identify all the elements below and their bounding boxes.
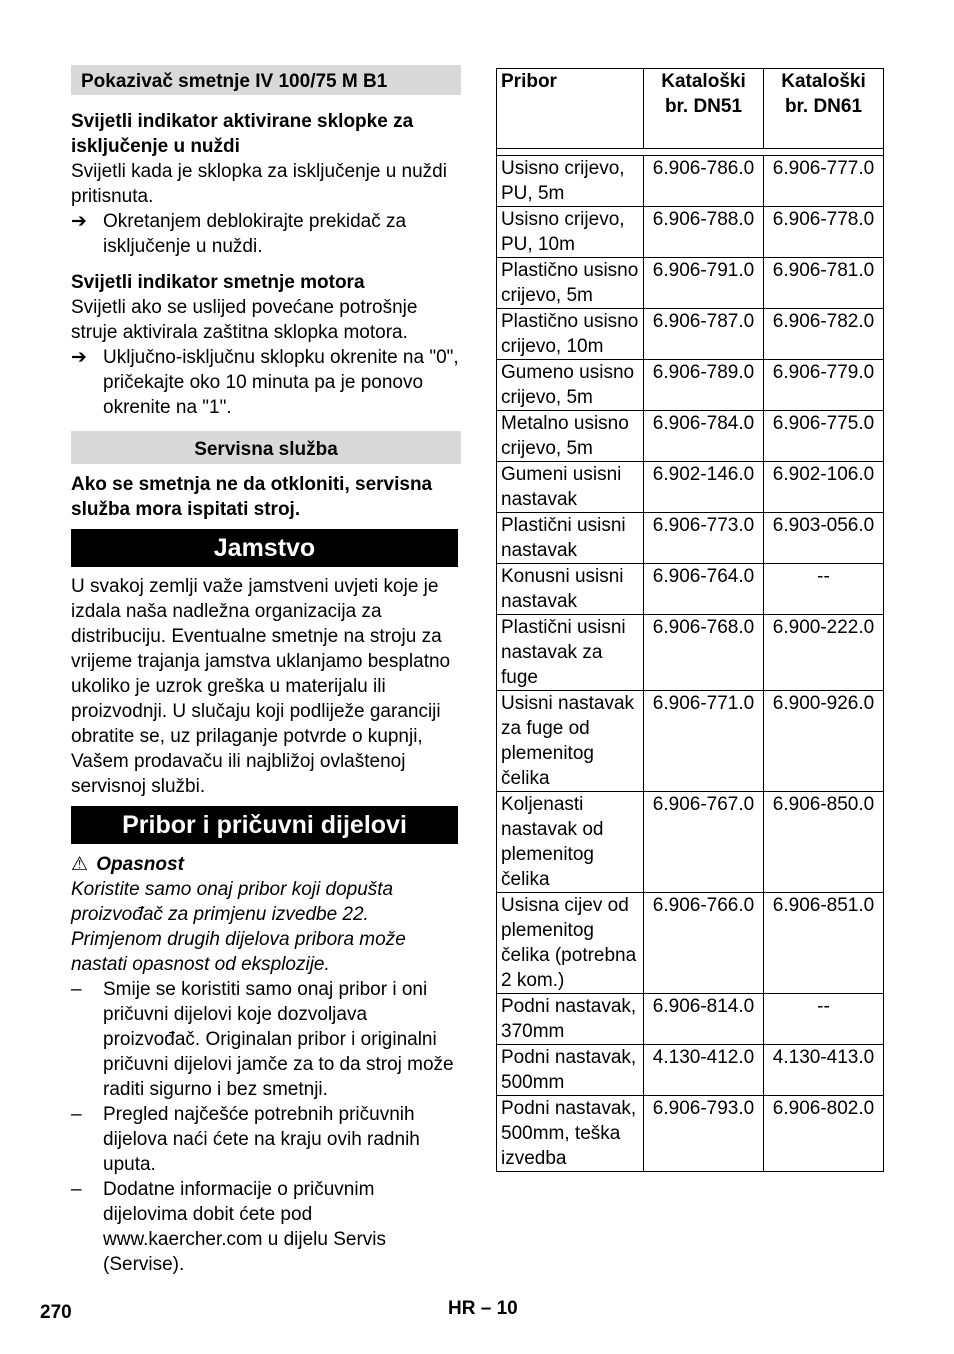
table-row	[497, 207, 884, 258]
dn61-number-cell: 6.906-781.0	[764, 258, 884, 309]
dn51-number-cell: 4.130-412.0	[644, 1045, 764, 1096]
section-title-service: Servisna služba	[71, 431, 461, 464]
warranty-text: U svakoj zemlji važe jamstveni uvjeti koje je izdala naša nadležna organizacija za distribuciju. Eventualne smetnje na stroju za vrijeme trajanja jamstva uklanjamo besplatno ukoliko je uzrok greška u materijalu ili proizvodnji. U slučaju koji podliježe garanciji obratite se, uz prilaganje potvrde o kupnji, Vašem prodavaču ili najbližoj ovlaštenoj servisnoj službi.	[71, 576, 451, 797]
table-row	[497, 564, 884, 615]
dn61-number-cell: 6.902-106.0	[764, 462, 884, 513]
accessories-table	[496, 68, 884, 1172]
danger-text: Koristite samo onaj pribor koji dopušta proizvođač za primjenu izvedbe 22. Primjenom drugih dijelova pribora može nastati opasnost od eksplozije.	[71, 879, 406, 975]
column-header-accessory: Pribor	[497, 69, 644, 149]
dn51-number-cell: 6.906-791.0	[644, 258, 764, 309]
dn51-number-cell: 6.906-786.0	[644, 156, 764, 207]
emergency-switch-action	[71, 209, 461, 259]
accessory-name-cell: Metalno usisno crijevo, 5m	[497, 411, 644, 462]
table-body	[497, 149, 884, 1172]
dn61-number-cell: 6.900-926.0	[764, 691, 884, 792]
emergency-switch-heading: Svijetli indikator aktivirane sklopke za isključenje u nuždi	[71, 111, 414, 157]
accessory-name-cell: Podni nastavak, 500mm	[497, 1045, 644, 1096]
column-header-dn61: Kataloški br. DN61	[764, 69, 884, 149]
dn61-number-cell: 6.906-777.0	[764, 156, 884, 207]
dn61-number-cell: 6.906-851.0	[764, 893, 884, 994]
emergency-switch-action-text: Okretanjem deblokirajte prekidač za isključenje u nuždi.	[103, 211, 407, 257]
accessory-name-cell: Koljenasti nastavak od plemenitog čelika	[497, 792, 644, 893]
motor-fault-action	[71, 345, 461, 420]
list-item-text: Dodatne informacije o pričuvnim dijelovima dobit ćete pod www.kaercher.com u dijelu Servis (Servise).	[103, 1179, 386, 1275]
dn51-number-cell: 6.906-784.0	[644, 411, 764, 462]
column-header-dn51: Kataloški br. DN51	[644, 69, 764, 149]
list-item	[71, 1102, 461, 1177]
motor-fault-action-text: Uključno-isključnu sklopku okrenite na "0", pričekajte oko 10 minuta pa je ponovo okrenite na "1".	[103, 347, 459, 418]
language-page-indicator: HR – 10	[448, 1298, 518, 1319]
table-row	[497, 513, 884, 564]
table-row	[497, 411, 884, 462]
motor-fault-heading: Svijetli indikator smetnje motora	[71, 272, 365, 293]
dn51-number-cell: 6.906-773.0	[644, 513, 764, 564]
section-title-accessories: Pribor i pričuvni dijelovi	[71, 806, 458, 844]
dn51-number-cell: 6.906-768.0	[644, 615, 764, 691]
dn61-number-cell: 6.903-056.0	[764, 513, 884, 564]
dn61-number-cell: 6.906-779.0	[764, 360, 884, 411]
dn61-number-cell: --	[764, 564, 884, 615]
dash-bullet: –	[71, 1179, 82, 1200]
accessory-name-cell: Usisni nastavak za fuge od plemenitog čelika	[497, 691, 644, 792]
table-row	[497, 691, 884, 792]
table-row	[497, 1096, 884, 1172]
accessory-name-cell: Usisna cijev od plemenitog čelika (potrebna 2 kom.)	[497, 893, 644, 994]
accessory-name-cell: Konusni usisni nastavak	[497, 564, 644, 615]
accessory-name-cell: Usisno crijevo, PU, 5m	[497, 156, 644, 207]
list-item	[71, 977, 461, 1102]
arrow-right-icon: ➔	[71, 211, 87, 232]
left-column	[71, 65, 461, 1277]
dn51-number-cell: 6.906-764.0	[644, 564, 764, 615]
danger-heading	[71, 852, 461, 877]
accessory-name-cell: Podni nastavak, 500mm, teška izvedba	[497, 1096, 644, 1172]
dn61-number-cell: 6.906-778.0	[764, 207, 884, 258]
dn61-number-cell: 6.906-782.0	[764, 309, 884, 360]
table-row	[497, 462, 884, 513]
danger-label: Opasnost	[96, 854, 184, 875]
dn51-number-cell: 6.906-787.0	[644, 309, 764, 360]
accessory-name-cell: Gumeni usisni nastavak	[497, 462, 644, 513]
accessory-name-cell: Usisno crijevo, PU, 10m	[497, 207, 644, 258]
accessory-name-cell: Plastični usisni nastavak za fuge	[497, 615, 644, 691]
dn61-number-cell: 4.130-413.0	[764, 1045, 884, 1096]
dn51-number-cell: 6.906-788.0	[644, 207, 764, 258]
dn61-number-cell: 6.900-222.0	[764, 615, 884, 691]
table-row	[497, 309, 884, 360]
list-item-text: Smije se koristiti samo onaj pribor i oni pričuvni dijelovi koje dozvoljava proizvođač. Originalan pribor i originalni pričuvni dijelovi jamče za to da stroj može raditi sigurno i bez smetnji.	[103, 979, 454, 1100]
dn61-number-cell: --	[764, 994, 884, 1045]
dn51-number-cell: 6.906-771.0	[644, 691, 764, 792]
accessory-name-cell: Plastični usisni nastavak	[497, 513, 644, 564]
dn61-number-cell: 6.906-850.0	[764, 792, 884, 893]
dash-bullet: –	[71, 979, 82, 1000]
accessory-name-cell: Gumeno usisno crijevo, 5m	[497, 360, 644, 411]
section-title-warranty: Jamstvo	[71, 529, 458, 567]
spacer-cell	[497, 149, 884, 156]
table-row	[497, 994, 884, 1045]
dn51-number-cell: 6.906-789.0	[644, 360, 764, 411]
dn61-number-cell: 6.906-802.0	[764, 1096, 884, 1172]
dn51-number-cell: 6.906-766.0	[644, 893, 764, 994]
emergency-switch-text: Svijetli kada je sklopka za isključenje u nuždi pritisnuta.	[71, 161, 447, 207]
list-item-text: Pregled najčešće potrebnih pričuvnih dijelova naći ćete na kraju ovih radnih uputa.	[103, 1104, 420, 1175]
arrow-right-icon: ➔	[71, 347, 87, 368]
dn51-number-cell: 6.906-814.0	[644, 994, 764, 1045]
dn51-number-cell: 6.902-146.0	[644, 462, 764, 513]
section-title-fault-indicator: Pokazivač smetnje IV 100/75 M B1	[71, 65, 461, 95]
table-header-row	[497, 69, 884, 149]
warning-triangle-icon: ⚠	[71, 854, 89, 875]
table-row	[497, 258, 884, 309]
table-row	[497, 156, 884, 207]
service-text: Ako se smetnja ne da otkloniti, servisna služba mora ispitati stroj.	[71, 474, 433, 520]
dash-bullet: –	[71, 1104, 82, 1125]
accessory-name-cell: Plastično usisno crijevo, 5m	[497, 258, 644, 309]
dn61-number-cell: 6.906-775.0	[764, 411, 884, 462]
page-number: 270	[40, 1302, 72, 1323]
dn51-number-cell: 6.906-767.0	[644, 792, 764, 893]
accessory-name-cell: Podni nastavak, 370mm	[497, 994, 644, 1045]
table-row	[497, 360, 884, 411]
motor-fault-text: Svijetli ako se uslijed povećane potrošnje struje aktivirala zaštitna sklopka motora.	[71, 297, 418, 343]
table-row	[497, 792, 884, 893]
accessory-name-cell: Plastično usisno crijevo, 10m	[497, 309, 644, 360]
table-row	[497, 893, 884, 994]
table-row	[497, 1045, 884, 1096]
list-item	[71, 1177, 461, 1277]
table-spacer-row	[497, 149, 884, 156]
table-row	[497, 615, 884, 691]
dn51-number-cell: 6.906-793.0	[644, 1096, 764, 1172]
